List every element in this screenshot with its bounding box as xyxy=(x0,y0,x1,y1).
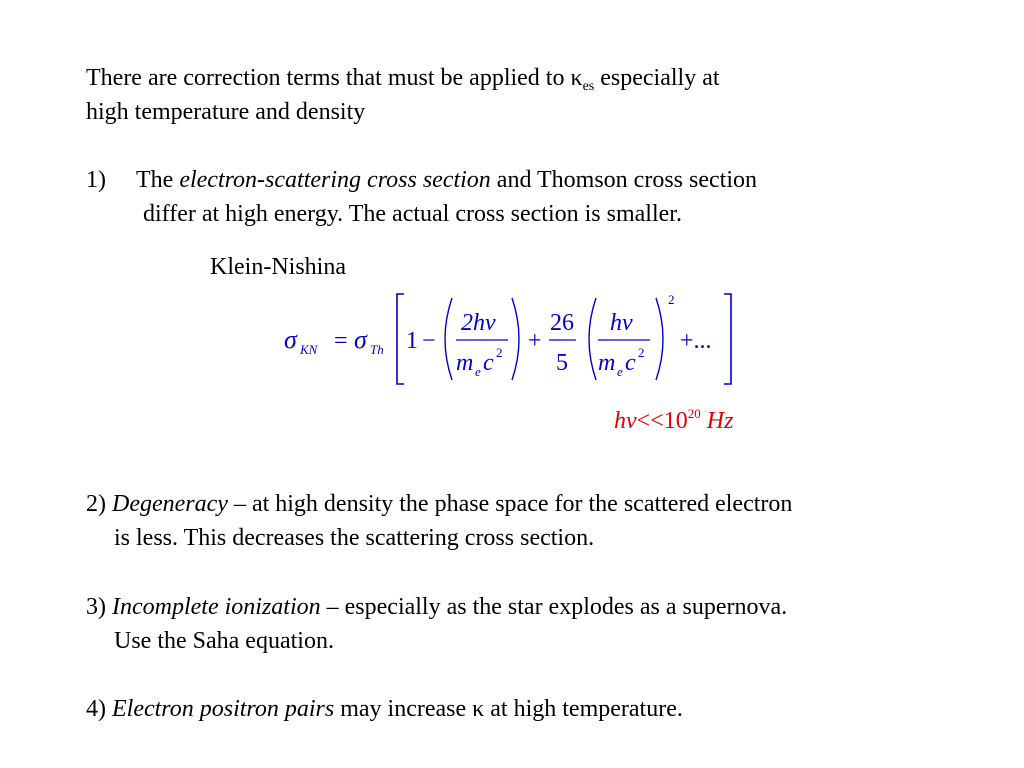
kappa-symbol: κ xyxy=(570,65,583,91)
eq-frac-num: 26 xyxy=(550,310,574,336)
condition-hv: hν xyxy=(614,408,637,434)
eq-den-2-e: e xyxy=(617,364,623,379)
eq-den-1-sq: 2 xyxy=(496,345,503,360)
klein-nishina-equation xyxy=(280,290,750,390)
eq-den-2-c: c xyxy=(625,350,636,376)
intro-line-1 xyxy=(86,66,720,94)
item-3-post: – especially as the star explodes as a supernova. xyxy=(320,594,788,620)
intro-text-1: There are correction terms that must be applied to xyxy=(86,65,571,91)
eq-den-2-sq: 2 xyxy=(638,345,645,360)
eq-den-1-c: c xyxy=(483,350,494,376)
item-4-italic: Electron positron pairs xyxy=(112,696,335,722)
item-3-line-2: Use the Saha equation. xyxy=(114,628,334,654)
eq-num-2: hν xyxy=(610,310,633,336)
item-3-line-1 xyxy=(86,595,787,619)
eq-paren-2-right xyxy=(656,298,663,380)
eq-paren-1-right xyxy=(512,298,519,380)
kappa-subscript: es xyxy=(582,79,595,94)
item-4-kappa: κ xyxy=(472,696,485,722)
item-3-italic: Incomplete ionization xyxy=(112,594,321,620)
condition-unit: Hz xyxy=(706,408,734,434)
item-2-line-1 xyxy=(86,492,792,516)
eq-equals: = xyxy=(334,328,348,354)
intro-text-2: especially at xyxy=(594,65,720,91)
eq-plus-1: + xyxy=(528,328,542,354)
eq-sigma-2: σ xyxy=(354,325,367,354)
eq-den-1-e: e xyxy=(475,364,481,379)
equation-svg xyxy=(280,290,750,390)
item-4-line-1 xyxy=(86,697,683,721)
item-4-number: 4) xyxy=(86,696,112,722)
eq-paren-2-left xyxy=(589,298,596,380)
eq-outer-sq: 2 xyxy=(668,292,675,307)
item-1-line-1 xyxy=(86,168,757,192)
item-2-post: – at high density the phase space for the scattered electron xyxy=(227,491,793,517)
eq-sub-kn: KN xyxy=(300,342,318,357)
item-1-pre: The xyxy=(136,167,180,193)
item-2-italic: Degeneracy xyxy=(112,491,228,517)
intro-line-2: high temperature and density xyxy=(86,99,366,125)
klein-nishina-label: Klein-Nishina xyxy=(210,254,346,280)
eq-sigma-1: σ xyxy=(284,325,297,354)
eq-paren-1-left xyxy=(445,298,452,380)
eq-frac-den: 5 xyxy=(556,350,568,376)
eq-den-1-m: m xyxy=(456,350,474,376)
eq-left-bracket xyxy=(397,294,404,384)
item-4-post: may increase xyxy=(334,696,473,722)
item-1-number: 1) xyxy=(86,167,106,193)
item-3-number: 3) xyxy=(86,594,112,620)
item-1-post: and Thomson cross section xyxy=(490,167,757,193)
eq-right-bracket xyxy=(724,294,731,384)
item-1-line-2: differ at high energy. The actual cross section is smaller. xyxy=(143,201,682,227)
eq-num-1: 2hν xyxy=(461,310,496,336)
item-1-italic: electron-scattering cross section xyxy=(179,167,491,193)
condition-relation: <<10 xyxy=(636,408,688,434)
condition-exponent: 20 xyxy=(687,406,701,421)
eq-tail: +... xyxy=(680,328,712,354)
item-2-number: 2) xyxy=(86,491,112,517)
eq-one: 1 xyxy=(406,328,418,354)
eq-minus: − xyxy=(422,328,436,354)
frequency-condition xyxy=(614,406,733,435)
eq-sub-th: Th xyxy=(370,342,384,357)
eq-den-2-m: m xyxy=(598,350,616,376)
item-2-line-2: is less. This decreases the scattering cross section. xyxy=(114,525,595,551)
item-4-post-2: at high temperature. xyxy=(484,696,683,722)
